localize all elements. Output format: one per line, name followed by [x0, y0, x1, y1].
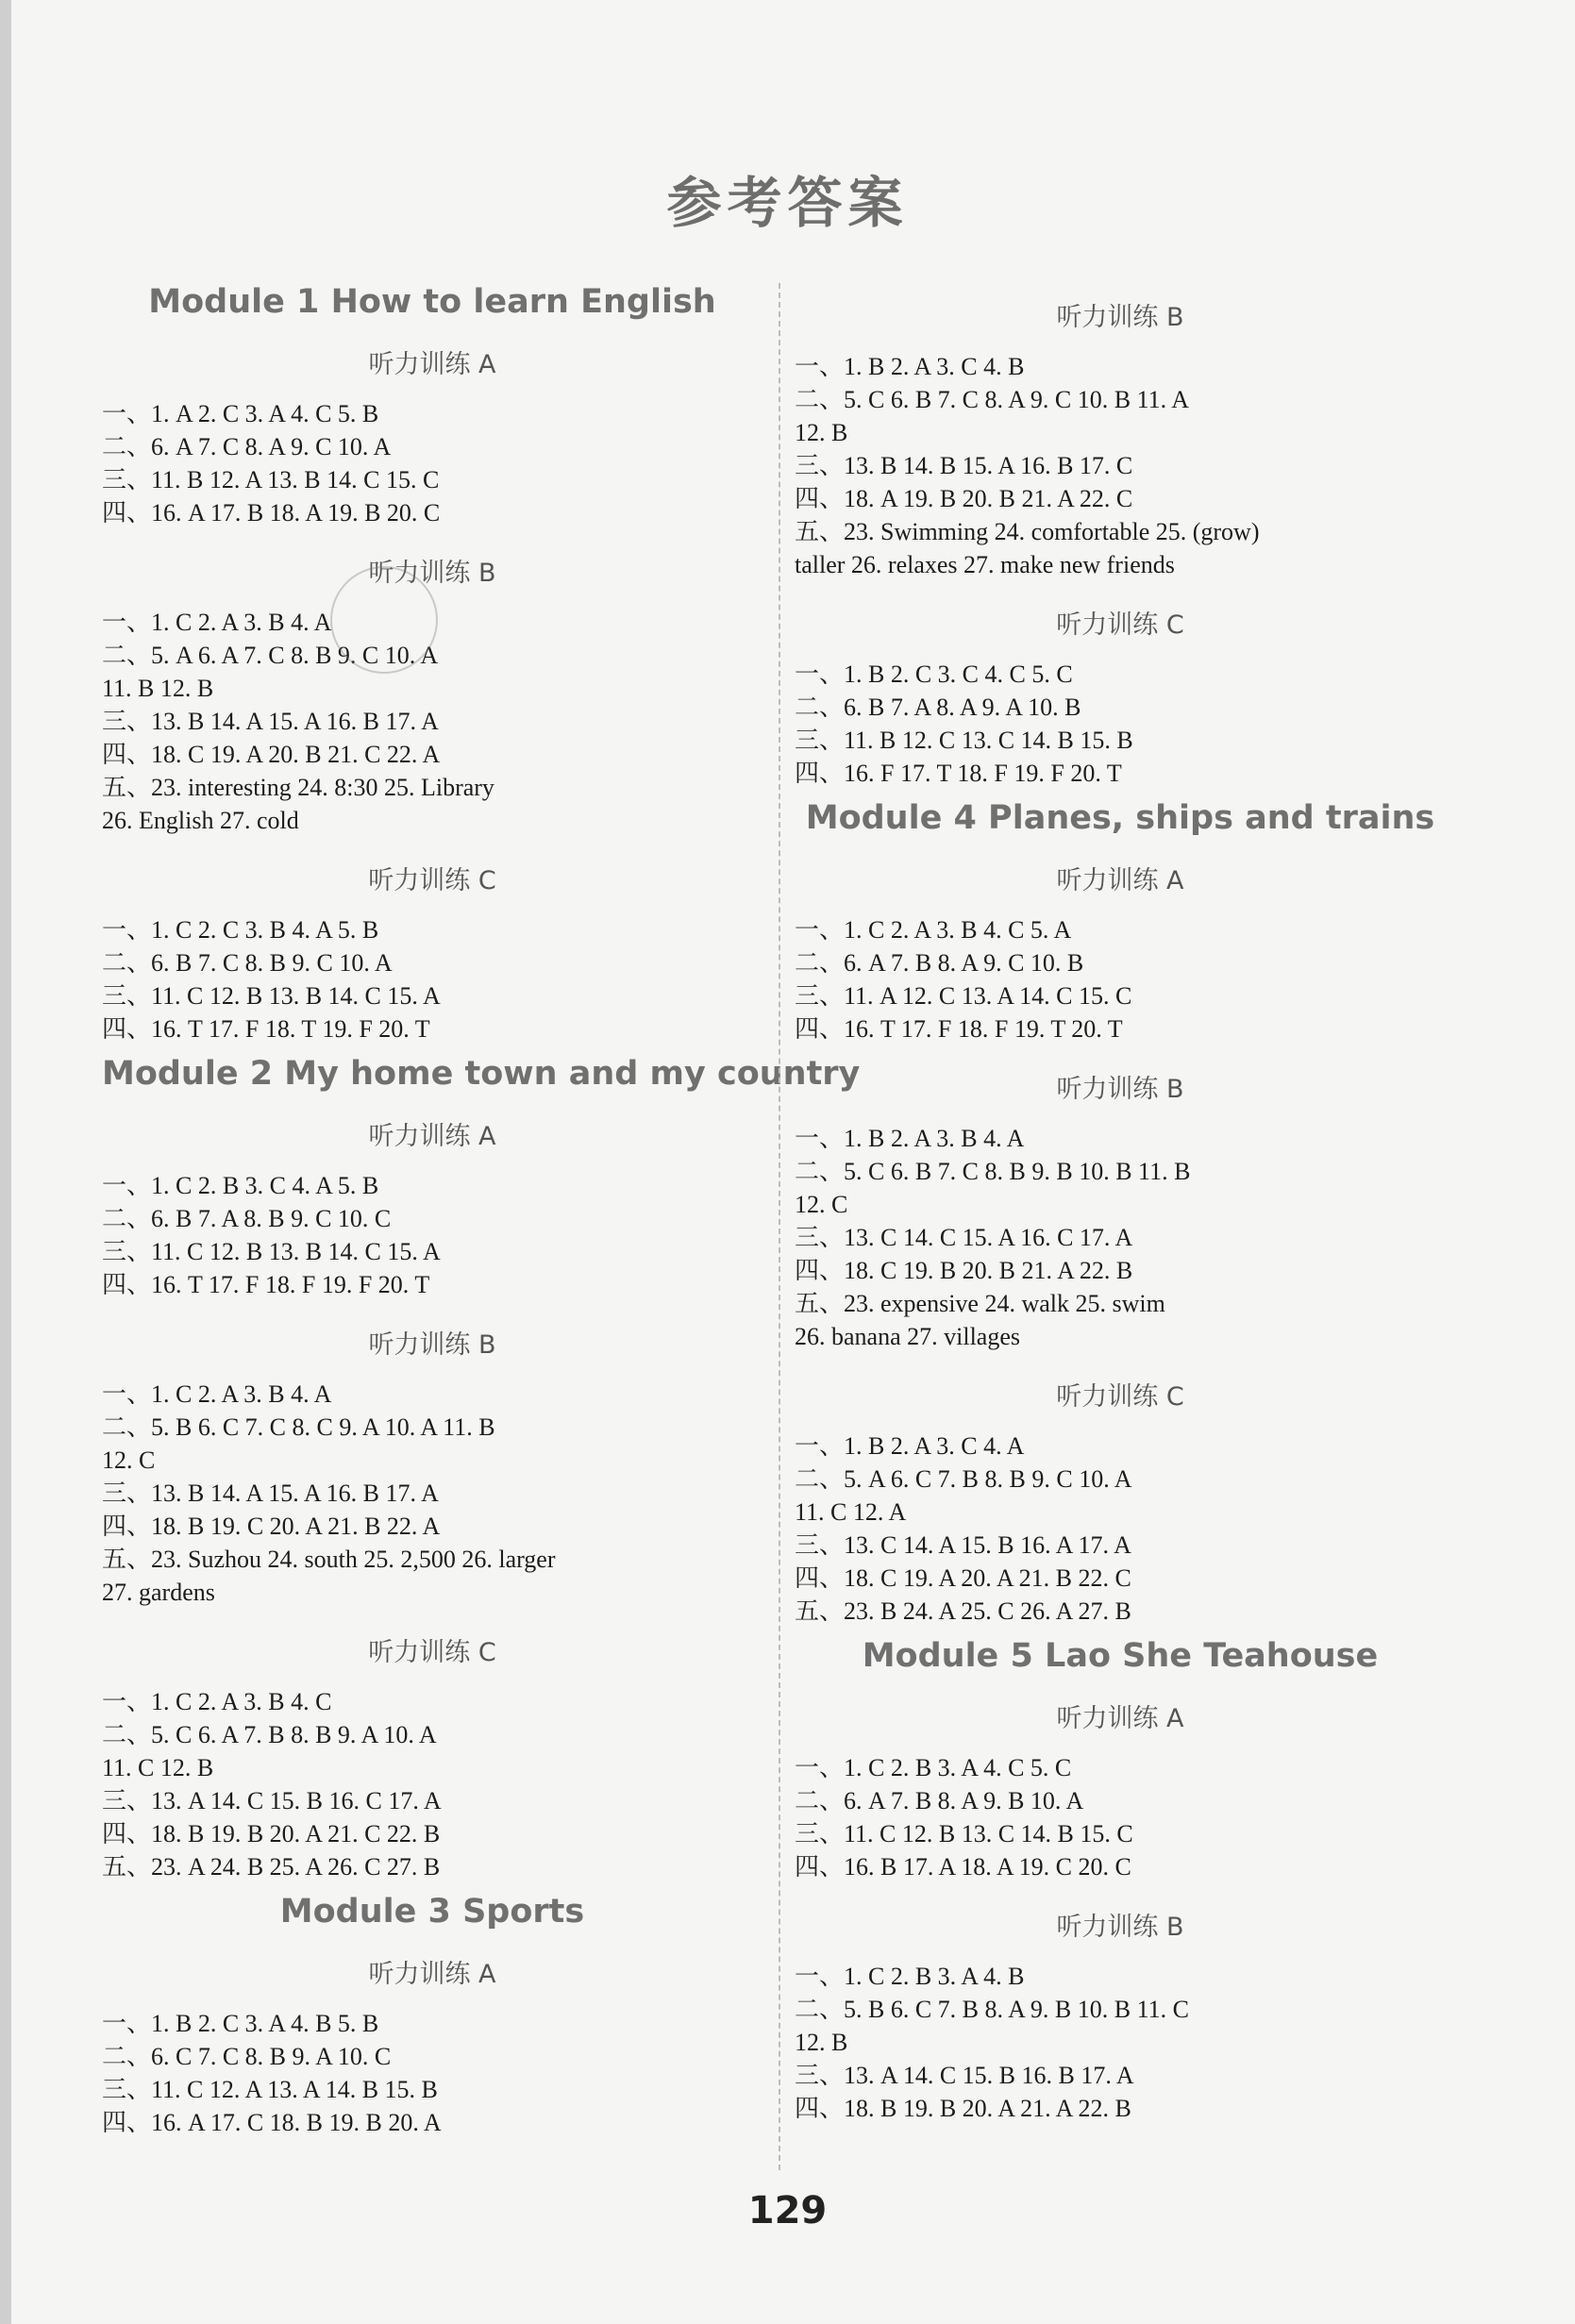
section-heading: 听力训练 B	[368, 1330, 496, 1360]
answer-line: 二、5. B 6. C 7. B 8. A 9. B 10. B 11. C	[795, 1996, 1189, 2023]
answer-line: 12. C	[102, 1446, 156, 1474]
answer-line: 一、1. C 2. C 3. B 4. A 5. B	[102, 916, 379, 944]
answer-line: 三、13. C 14. C 15. A 16. C 17. A	[795, 1224, 1133, 1251]
left-column	[102, 274, 861, 2139]
answer-line: 二、5. B 6. C 7. C 8. C 9. A 10. A 11. B	[102, 1413, 495, 1441]
answer-line: 三、13. A 14. C 15. B 16. B 17. A	[795, 2062, 1134, 2089]
answer-line: 一、1. C 2. B 3. A 4. C 5. C	[795, 1754, 1072, 1781]
answer-line: 四、16. B 17. A 18. A 19. C 20. C	[795, 1853, 1131, 1881]
answer-line: 一、1. C 2. A 3. B 4. A	[102, 1380, 332, 1408]
answer-line: 二、6. A 7. B 8. A 9. B 10. A	[795, 1787, 1084, 1814]
answer-line: 四、16. A 17. B 18. A 19. B 20. C	[102, 499, 441, 527]
answer-line: 五、23. expensive 24. walk 25. swim	[795, 1290, 1165, 1317]
answer-line: 二、6. C 7. C 8. B 9. A 10. C	[102, 2043, 392, 2070]
answer-line: 一、1. C 2. A 3. B 4. C 5. A	[795, 916, 1072, 944]
answer-line: 11. C 12. A	[795, 1498, 907, 1526]
answer-line: 三、11. A 12. C 13. A 14. C 15. C	[795, 982, 1132, 1010]
section-heading: 听力训练 A	[368, 350, 496, 379]
module-heading: Module 3 Sports	[279, 1893, 585, 1931]
stamp-seal	[330, 566, 438, 674]
answer-line: 三、13. B 14. A 15. A 16. B 17. A	[102, 708, 439, 735]
answer-line: 二、5. C 6. A 7. B 8. B 9. A 10. A	[102, 1721, 437, 1748]
answer-line: 二、5. C 6. B 7. C 8. B 9. B 10. B 11. B	[795, 1158, 1191, 1185]
answer-line: 12. B	[795, 2029, 848, 2056]
answer-line: 二、6. B 7. C 8. B 9. C 10. A	[102, 949, 393, 977]
answer-line: 二、5. C 6. B 7. C 8. A 9. C 10. B 11. A	[795, 386, 1189, 413]
answer-line: 一、1. C 2. B 3. A 4. B	[795, 1963, 1025, 1990]
answer-line: 一、1. C 2. B 3. C 4. A 5. B	[102, 1172, 379, 1199]
section-heading: 听力训练 A	[368, 1122, 496, 1151]
answer-line: 三、13. B 14. A 15. A 16. B 17. A	[102, 1480, 439, 1507]
answer-line: 四、16. T 17. F 18. F 19. F 20. T	[102, 1271, 430, 1298]
answer-line: 二、6. B 7. A 8. A 9. A 10. B	[795, 694, 1081, 721]
answer-line: 二、6. A 7. C 8. A 9. C 10. A	[102, 433, 392, 460]
answer-line: 一、1. A 2. C 3. A 4. C 5. B	[102, 400, 379, 427]
section-heading: 听力训练 A	[1056, 866, 1184, 895]
section-heading: 听力训练 B	[1056, 1913, 1184, 1942]
answer-line: 四、16. A 17. C 18. B 19. B 20. A	[102, 2109, 442, 2136]
answer-line: 11. C 12. B	[102, 1754, 214, 1781]
module-heading: Module 2 My home town and my country	[102, 1055, 861, 1093]
answer-line: 四、18. C 19. A 20. B 21. C 22. A	[102, 741, 441, 768]
answer-line: 二、6. A 7. B 8. A 9. C 10. B	[795, 949, 1084, 977]
module-heading: Module 5 Lao She Teahouse	[862, 1637, 1379, 1675]
page-number: 129	[747, 2189, 828, 2232]
answer-line: 二、6. B 7. A 8. B 9. C 10. C	[102, 1205, 392, 1232]
answer-line: 五、23. B 24. A 25. C 26. A 27. B	[795, 1597, 1131, 1625]
section-heading: 听力训练 B	[1056, 303, 1184, 332]
answer-line: 一、1. B 2. A 3. C 4. A	[795, 1432, 1025, 1460]
answer-line: 五、23. interesting 24. 8:30 25. Library	[102, 774, 494, 801]
answer-line: 一、1. C 2. A 3. B 4. C	[102, 1688, 332, 1715]
answer-line: 26. English 27. cold	[102, 807, 299, 834]
section-heading: 听力训练 B	[1056, 1075, 1184, 1104]
answer-line: 二、5. A 6. C 7. B 8. B 9. C 10. A	[795, 1465, 1132, 1493]
answer-line: 五、23. Swimming 24. comfortable 25. (grow)	[795, 518, 1260, 545]
answer-line: taller 26. relaxes 27. make new friends	[795, 551, 1175, 578]
answer-line: 四、18. B 19. C 20. A 21. B 22. A	[102, 1513, 441, 1540]
right-column	[795, 274, 1446, 2125]
answer-line: 四、18. C 19. B 20. B 21. A 22. B	[795, 1257, 1133, 1284]
answer-line: 一、1. B 2. C 3. A 4. B 5. B	[102, 2010, 379, 2037]
answer-line: 五、23. Suzhou 24. south 25. 2,500 26. larger	[102, 1546, 556, 1573]
section-heading: 听力训练 A	[368, 1960, 496, 1989]
answer-line: 27. gardens	[102, 1579, 215, 1606]
section-heading: 听力训练 B	[368, 559, 496, 588]
answer-line: 26. banana 27. villages	[795, 1323, 1020, 1350]
answer-line: 一、1. B 2. A 3. B 4. A	[795, 1125, 1025, 1152]
answer-line: 一、1. B 2. C 3. C 4. C 5. C	[795, 660, 1073, 688]
answer-line: 五、23. A 24. B 25. A 26. C 27. B	[102, 1853, 441, 1881]
answer-line: 三、11. B 12. A 13. B 14. C 15. C	[102, 466, 440, 493]
page-edge	[0, 0, 11, 2324]
module-heading: Module 1 How to learn English	[148, 283, 716, 321]
answer-line: 三、11. B 12. C 13. C 14. B 15. B	[795, 727, 1133, 754]
section-heading: 听力训练 C	[368, 1638, 496, 1667]
answer-line: 一、1. B 2. A 3. C 4. B	[795, 353, 1025, 380]
answer-line: 三、11. C 12. B 13. C 14. B 15. C	[795, 1820, 1133, 1847]
answer-line: 一、1. C 2. A 3. B 4. A	[102, 609, 332, 636]
answer-line: 三、13. C 14. A 15. B 16. A 17. A	[795, 1531, 1131, 1559]
answer-line: 四、16. T 17. F 18. T 19. F 20. T	[102, 1015, 430, 1043]
answer-line: 三、13. B 14. B 15. A 16. B 17. C	[795, 452, 1133, 479]
answer-line: 12. B	[795, 419, 848, 446]
answer-line: 三、11. C 12. A 13. A 14. B 15. B	[102, 2076, 438, 2103]
module-heading: Module 4 Planes, ships and trains	[805, 799, 1435, 837]
page-title: 参考答案	[666, 171, 909, 235]
answer-line: 三、11. C 12. B 13. B 14. C 15. A	[102, 1238, 441, 1265]
answer-line: 四、18. A 19. B 20. B 21. A 22. C	[795, 485, 1133, 512]
section-heading: 听力训练 C	[1056, 1382, 1184, 1412]
answer-line: 四、18. B 19. B 20. A 21. A 22. B	[795, 2095, 1131, 2122]
answer-line: 三、13. A 14. C 15. B 16. C 17. A	[102, 1787, 442, 1814]
answer-line: 三、11. C 12. B 13. B 14. C 15. A	[102, 982, 441, 1010]
answer-line: 二、5. A 6. A 7. C 8. B 9. C 10. A	[102, 642, 439, 669]
answer-line: 12. C	[795, 1191, 848, 1218]
section-heading: 听力训练 C	[368, 866, 496, 895]
answer-line: 11. B 12. B	[102, 675, 214, 702]
answer-line: 四、18. C 19. A 20. A 21. B 22. C	[795, 1564, 1131, 1592]
answer-line: 四、16. F 17. T 18. F 19. F 20. T	[795, 760, 1122, 787]
section-heading: 听力训练 C	[1056, 610, 1184, 640]
section-heading: 听力训练 A	[1056, 1704, 1184, 1733]
column-divider	[779, 283, 780, 2170]
answer-line: 四、16. T 17. F 18. F 19. T 20. T	[795, 1015, 1123, 1043]
answer-line: 四、18. B 19. B 20. A 21. C 22. B	[102, 1820, 441, 1847]
